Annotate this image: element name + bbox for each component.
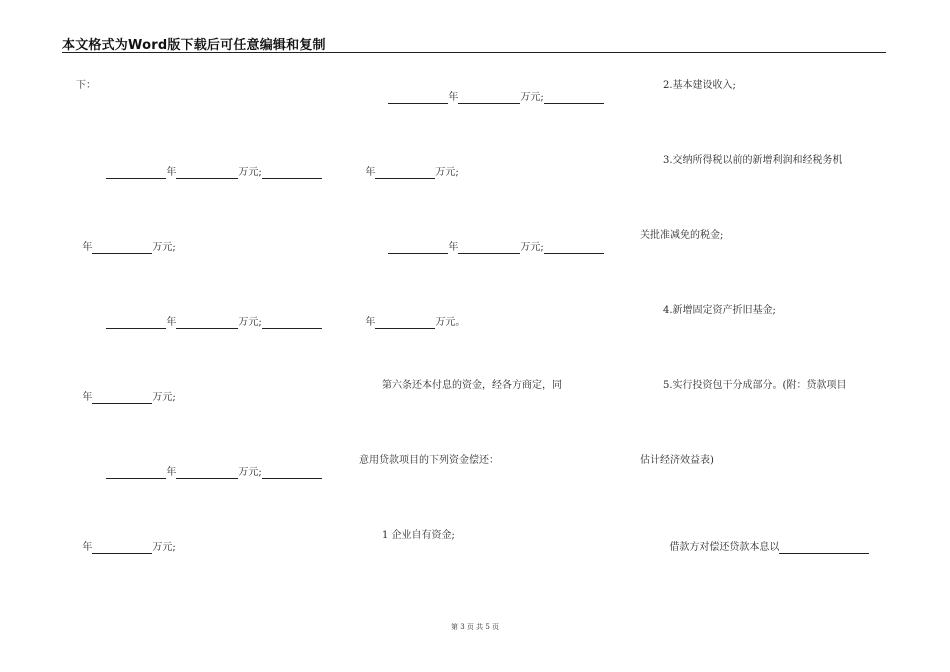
- year-label: 年: [166, 317, 177, 328]
- right-line-3: 关批准减免的税金;: [640, 230, 724, 241]
- repayment-text: 借款方对偿还贷款本息以: [669, 542, 780, 553]
- mid-line-4: [359, 305, 465, 329]
- fill-blank: [262, 318, 322, 329]
- right-line-5: 5.实行投资包干分成部分。(附：贷款项目: [663, 380, 847, 391]
- fill-blank: [106, 468, 166, 479]
- year-label: 年: [448, 92, 459, 103]
- right-line-1: 2.基本建设收入;: [663, 80, 736, 91]
- right-line-2: 3.交纳所得税以前的新增利润和经税务机: [663, 155, 843, 166]
- right-line-6: 估计经济效益表): [640, 455, 714, 466]
- fill-blank: [176, 318, 238, 329]
- left-line-5: [76, 380, 176, 404]
- year-label: 年: [166, 467, 177, 478]
- amount-unit-label: 万元。: [435, 317, 466, 328]
- amount-unit-label: 万元;: [520, 242, 544, 253]
- left-line-7: [76, 530, 176, 554]
- fill-blank: [176, 168, 238, 179]
- fill-blank: [779, 543, 869, 554]
- fill-blank: [544, 243, 604, 254]
- fill-blank: [375, 168, 435, 179]
- year-label: 年: [82, 542, 93, 553]
- amount-unit-label: 万元;: [152, 392, 176, 403]
- left-line-4: [100, 305, 322, 329]
- amount-unit-label: 万元;: [238, 317, 262, 328]
- fill-blank: [262, 468, 322, 479]
- document-header: 本文格式为Word版下载后可任意编辑和复制: [62, 38, 326, 53]
- amount-unit-label: 万元;: [435, 167, 459, 178]
- left-line-2: [100, 155, 322, 179]
- right-line-7: [663, 530, 869, 554]
- fill-blank: [262, 168, 322, 179]
- mid-line-7: 1 企业自有资金;: [382, 530, 455, 541]
- fill-blank: [106, 168, 166, 179]
- fill-blank: [375, 318, 435, 329]
- year-label: 年: [82, 242, 93, 253]
- fill-blank: [388, 243, 448, 254]
- fill-blank: [106, 318, 166, 329]
- mid-line-6: 意用贷款项目的下列资金偿还：: [359, 455, 499, 466]
- mid-line-2: [359, 155, 459, 179]
- mid-line-3: [382, 230, 604, 254]
- fill-blank: [92, 393, 152, 404]
- mid-line-1: [382, 80, 604, 104]
- left-line-3: [76, 230, 176, 254]
- fill-blank: [388, 93, 448, 104]
- left-line-1: 下：: [76, 80, 96, 91]
- amount-unit-label: 万元;: [152, 242, 176, 253]
- mid-line-5: 第六条还本付息的资金，经各方商定，同: [382, 380, 562, 391]
- right-line-4: 4.新增固定资产折旧基金;: [663, 305, 776, 316]
- fill-blank: [92, 543, 152, 554]
- header-divider: [62, 52, 886, 53]
- amount-unit-label: 万元;: [238, 467, 262, 478]
- amount-unit-label: 万元;: [520, 92, 544, 103]
- year-label: 年: [448, 242, 459, 253]
- left-line-6: [100, 455, 322, 479]
- amount-unit-label: 万元;: [238, 167, 262, 178]
- year-label: 年: [365, 317, 376, 328]
- fill-blank: [458, 93, 520, 104]
- year-label: 年: [365, 167, 376, 178]
- year-label: 年: [82, 392, 93, 403]
- fill-blank: [176, 468, 238, 479]
- fill-blank: [458, 243, 520, 254]
- fill-blank: [92, 243, 152, 254]
- year-label: 年: [166, 167, 177, 178]
- fill-blank: [544, 93, 604, 104]
- page-number: 第 3 页 共 5 页: [450, 623, 500, 631]
- amount-unit-label: 万元;: [152, 542, 176, 553]
